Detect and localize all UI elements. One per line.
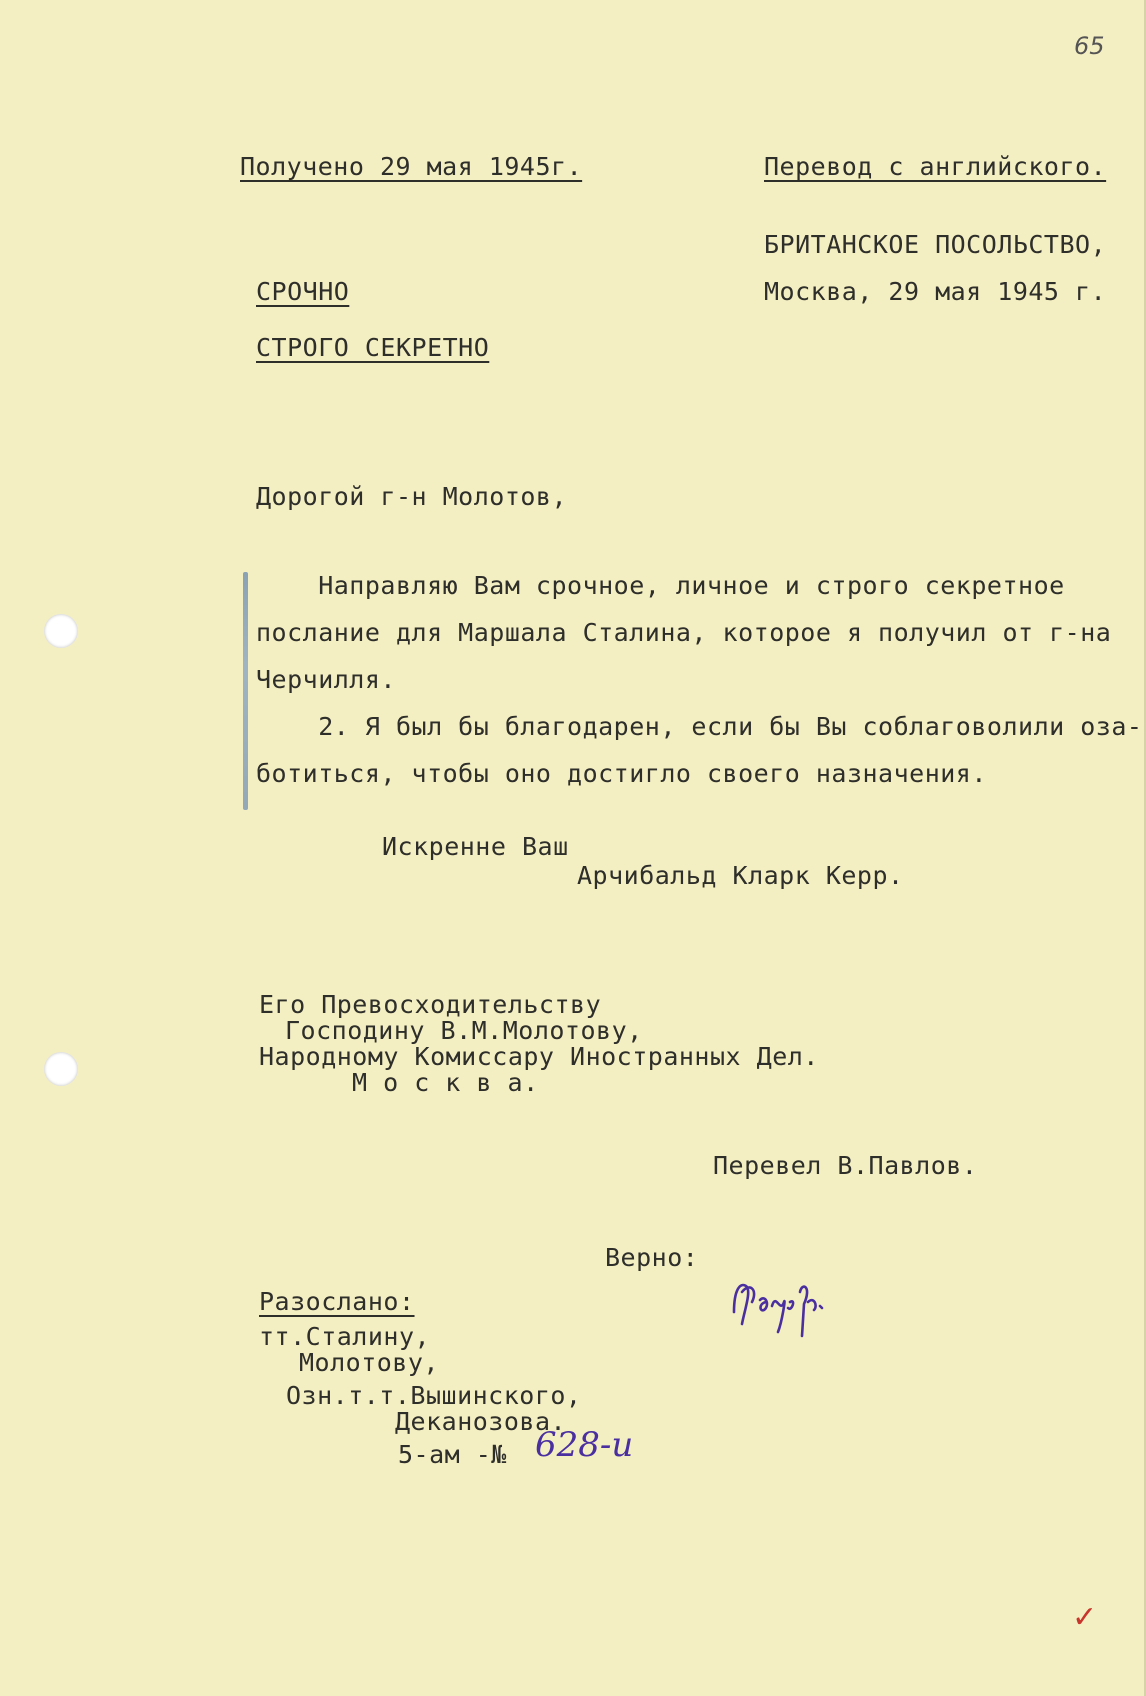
distribution-line-1: тт.Сталину, bbox=[259, 1322, 431, 1351]
registry-number-handwritten: 628-и bbox=[535, 1425, 634, 1465]
addressee-line-3: Народному Комиссару Иностранных Дел. bbox=[259, 1042, 819, 1071]
addressee-line-1: Его Превосходительству bbox=[259, 990, 602, 1019]
punch-hole-top bbox=[44, 614, 78, 648]
handwritten-signature bbox=[682, 1228, 840, 1395]
secret-label: СТРОГО СЕКРЕТНО bbox=[256, 333, 490, 362]
signature-scrawl bbox=[730, 1272, 840, 1342]
translator-note: Перевел В.Павлов. bbox=[713, 1151, 978, 1180]
folio-number: 65 bbox=[1074, 32, 1105, 60]
place-date: Москва, 29 мая 1945 г. bbox=[764, 277, 1107, 306]
urgent-label: СРОЧНО bbox=[256, 277, 350, 306]
distribution-heading: Разослано: bbox=[259, 1287, 415, 1316]
body-line-3: Черчилля. bbox=[256, 665, 396, 694]
margin-pencil-mark bbox=[243, 572, 248, 810]
distribution-line-4: Деканозова. bbox=[395, 1407, 567, 1436]
distribution-line-2: Молотову, bbox=[299, 1348, 439, 1377]
body-line-1: Направляю Вам срочное, личное и строго секретное bbox=[256, 571, 1065, 600]
distribution-line-3: Озн.т.т.Вышинского, bbox=[286, 1381, 582, 1410]
punch-hole-bottom bbox=[44, 1052, 78, 1086]
verification-label: Верно: bbox=[605, 1243, 699, 1272]
received-stamp: Получено 29 мая 1945г. bbox=[240, 152, 583, 181]
translation-note: Перевод с английского. bbox=[764, 152, 1107, 181]
check-mark-icon: ✓ bbox=[1072, 1600, 1098, 1635]
salutation: Дорогой г-н Молотов, bbox=[256, 482, 568, 511]
embassy-name: БРИТАНСКОЕ ПОСОЛЬСТВО, bbox=[764, 230, 1107, 259]
sender-signature: Арчибальд Кларк Керр. bbox=[577, 861, 904, 890]
registry-number-label: 5-ам -№ bbox=[398, 1440, 507, 1469]
addressee-line-2: Господину В.М.Молотову, bbox=[285, 1016, 643, 1045]
body-line-4: 2. Я был бы благодарен, если бы Вы соблаговолили оза- bbox=[256, 712, 1143, 741]
closing: Искренне Ваш bbox=[382, 832, 569, 861]
body-line-5: ботиться, чтобы оно достигло своего назначения. bbox=[256, 759, 987, 788]
body-line-2: послание для Маршала Сталина, которое я получил от г-на bbox=[256, 618, 1112, 647]
addressee-line-4: М о с к в а. bbox=[352, 1068, 539, 1097]
